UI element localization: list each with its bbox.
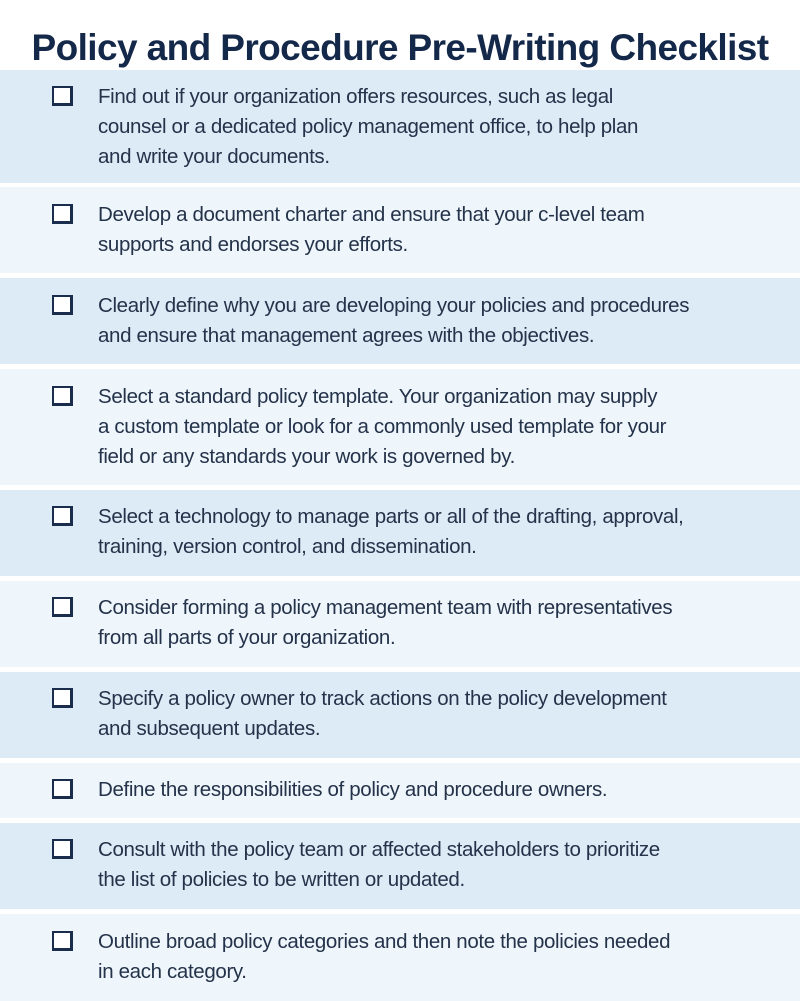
checkbox-icon[interactable]: [52, 931, 73, 951]
checklist-item-line: counsel or a dedicated policy management office, to help plan: [98, 115, 639, 138]
checklist-item-line: Define the responsibilities of policy and procedure owners.: [98, 778, 608, 801]
checklist-item-line: from all parts of your organization.: [98, 626, 396, 649]
checklist-item-10: [0, 914, 800, 1001]
checklist-item-1: [0, 70, 800, 183]
page-title: Policy and Procedure Pre-Writing Checklist: [31, 26, 769, 68]
checklist-item-6: [0, 581, 800, 667]
checklist-item-line: Select a technology to manage parts or all of the drafting, approval,: [98, 505, 684, 528]
checklist-item-line: Specify a policy owner to track actions on the policy development: [98, 687, 667, 710]
checklist-item-4: [0, 369, 800, 485]
checklist-item-text: [98, 835, 788, 895]
checkbox-icon[interactable]: [52, 86, 73, 106]
checkbox-icon[interactable]: [52, 506, 73, 526]
checklist-item-line: Consider forming a policy management team with representatives: [98, 596, 673, 619]
checklist-item-line: Clearly define why you are developing your policies and procedures: [98, 294, 690, 317]
checkbox-icon[interactable]: [52, 688, 73, 708]
checklist-item-line: and subsequent updates.: [98, 717, 321, 740]
checklist-item-text: [98, 382, 788, 472]
checklist-item-line: Outline broad policy categories and then note the policies needed: [98, 930, 671, 953]
checklist-item-line: supports and endorses your efforts.: [98, 233, 408, 256]
checklist-item-5: [0, 490, 800, 576]
checklist-item-line: Develop a document charter and ensure that your c-level team: [98, 203, 645, 226]
checklist-item-line: and ensure that management agrees with the objectives.: [98, 324, 595, 347]
checkbox-icon[interactable]: [52, 779, 73, 799]
checkbox-icon[interactable]: [52, 295, 73, 315]
checkbox-icon[interactable]: [52, 386, 73, 406]
checklist-item-line: training, version control, and dissemination.: [98, 535, 477, 558]
checklist-item-line: and write your documents.: [98, 145, 330, 168]
checklist-item-line: a custom template or look for a commonly used template for your: [98, 415, 667, 438]
checklist-item-text: [98, 684, 788, 744]
checklist-item-3: [0, 278, 800, 364]
checklist-item-text: [98, 927, 788, 987]
checklist-item-7: [0, 672, 800, 758]
checklist-item-line: Find out if your organization offers resources, such as legal: [98, 85, 613, 108]
checklist-item-text: [98, 200, 788, 260]
checkbox-icon[interactable]: [52, 204, 73, 224]
checklist-item-text: [98, 82, 788, 172]
checklist-item-text: [98, 593, 788, 653]
checklist-item-text: [98, 775, 788, 805]
checklist-item-line: field or any standards your work is governed by.: [98, 445, 515, 468]
checklist-item-line: Consult with the policy team or affected stakeholders to prioritize: [98, 838, 660, 861]
checklist-item-text: [98, 502, 788, 562]
checkbox-icon[interactable]: [52, 597, 73, 617]
checklist-item-text: [98, 291, 788, 351]
checklist-item-9: [0, 823, 800, 909]
checklist-item-2: [0, 187, 800, 273]
checklist-item-line: the list of policies to be written or updated.: [98, 868, 465, 891]
checklist-item-line: in each category.: [98, 960, 247, 983]
checkbox-icon[interactable]: [52, 839, 73, 859]
checklist-item-8: [0, 763, 800, 818]
checklist-item-line: Select a standard policy template. Your organization may supply: [98, 385, 658, 408]
